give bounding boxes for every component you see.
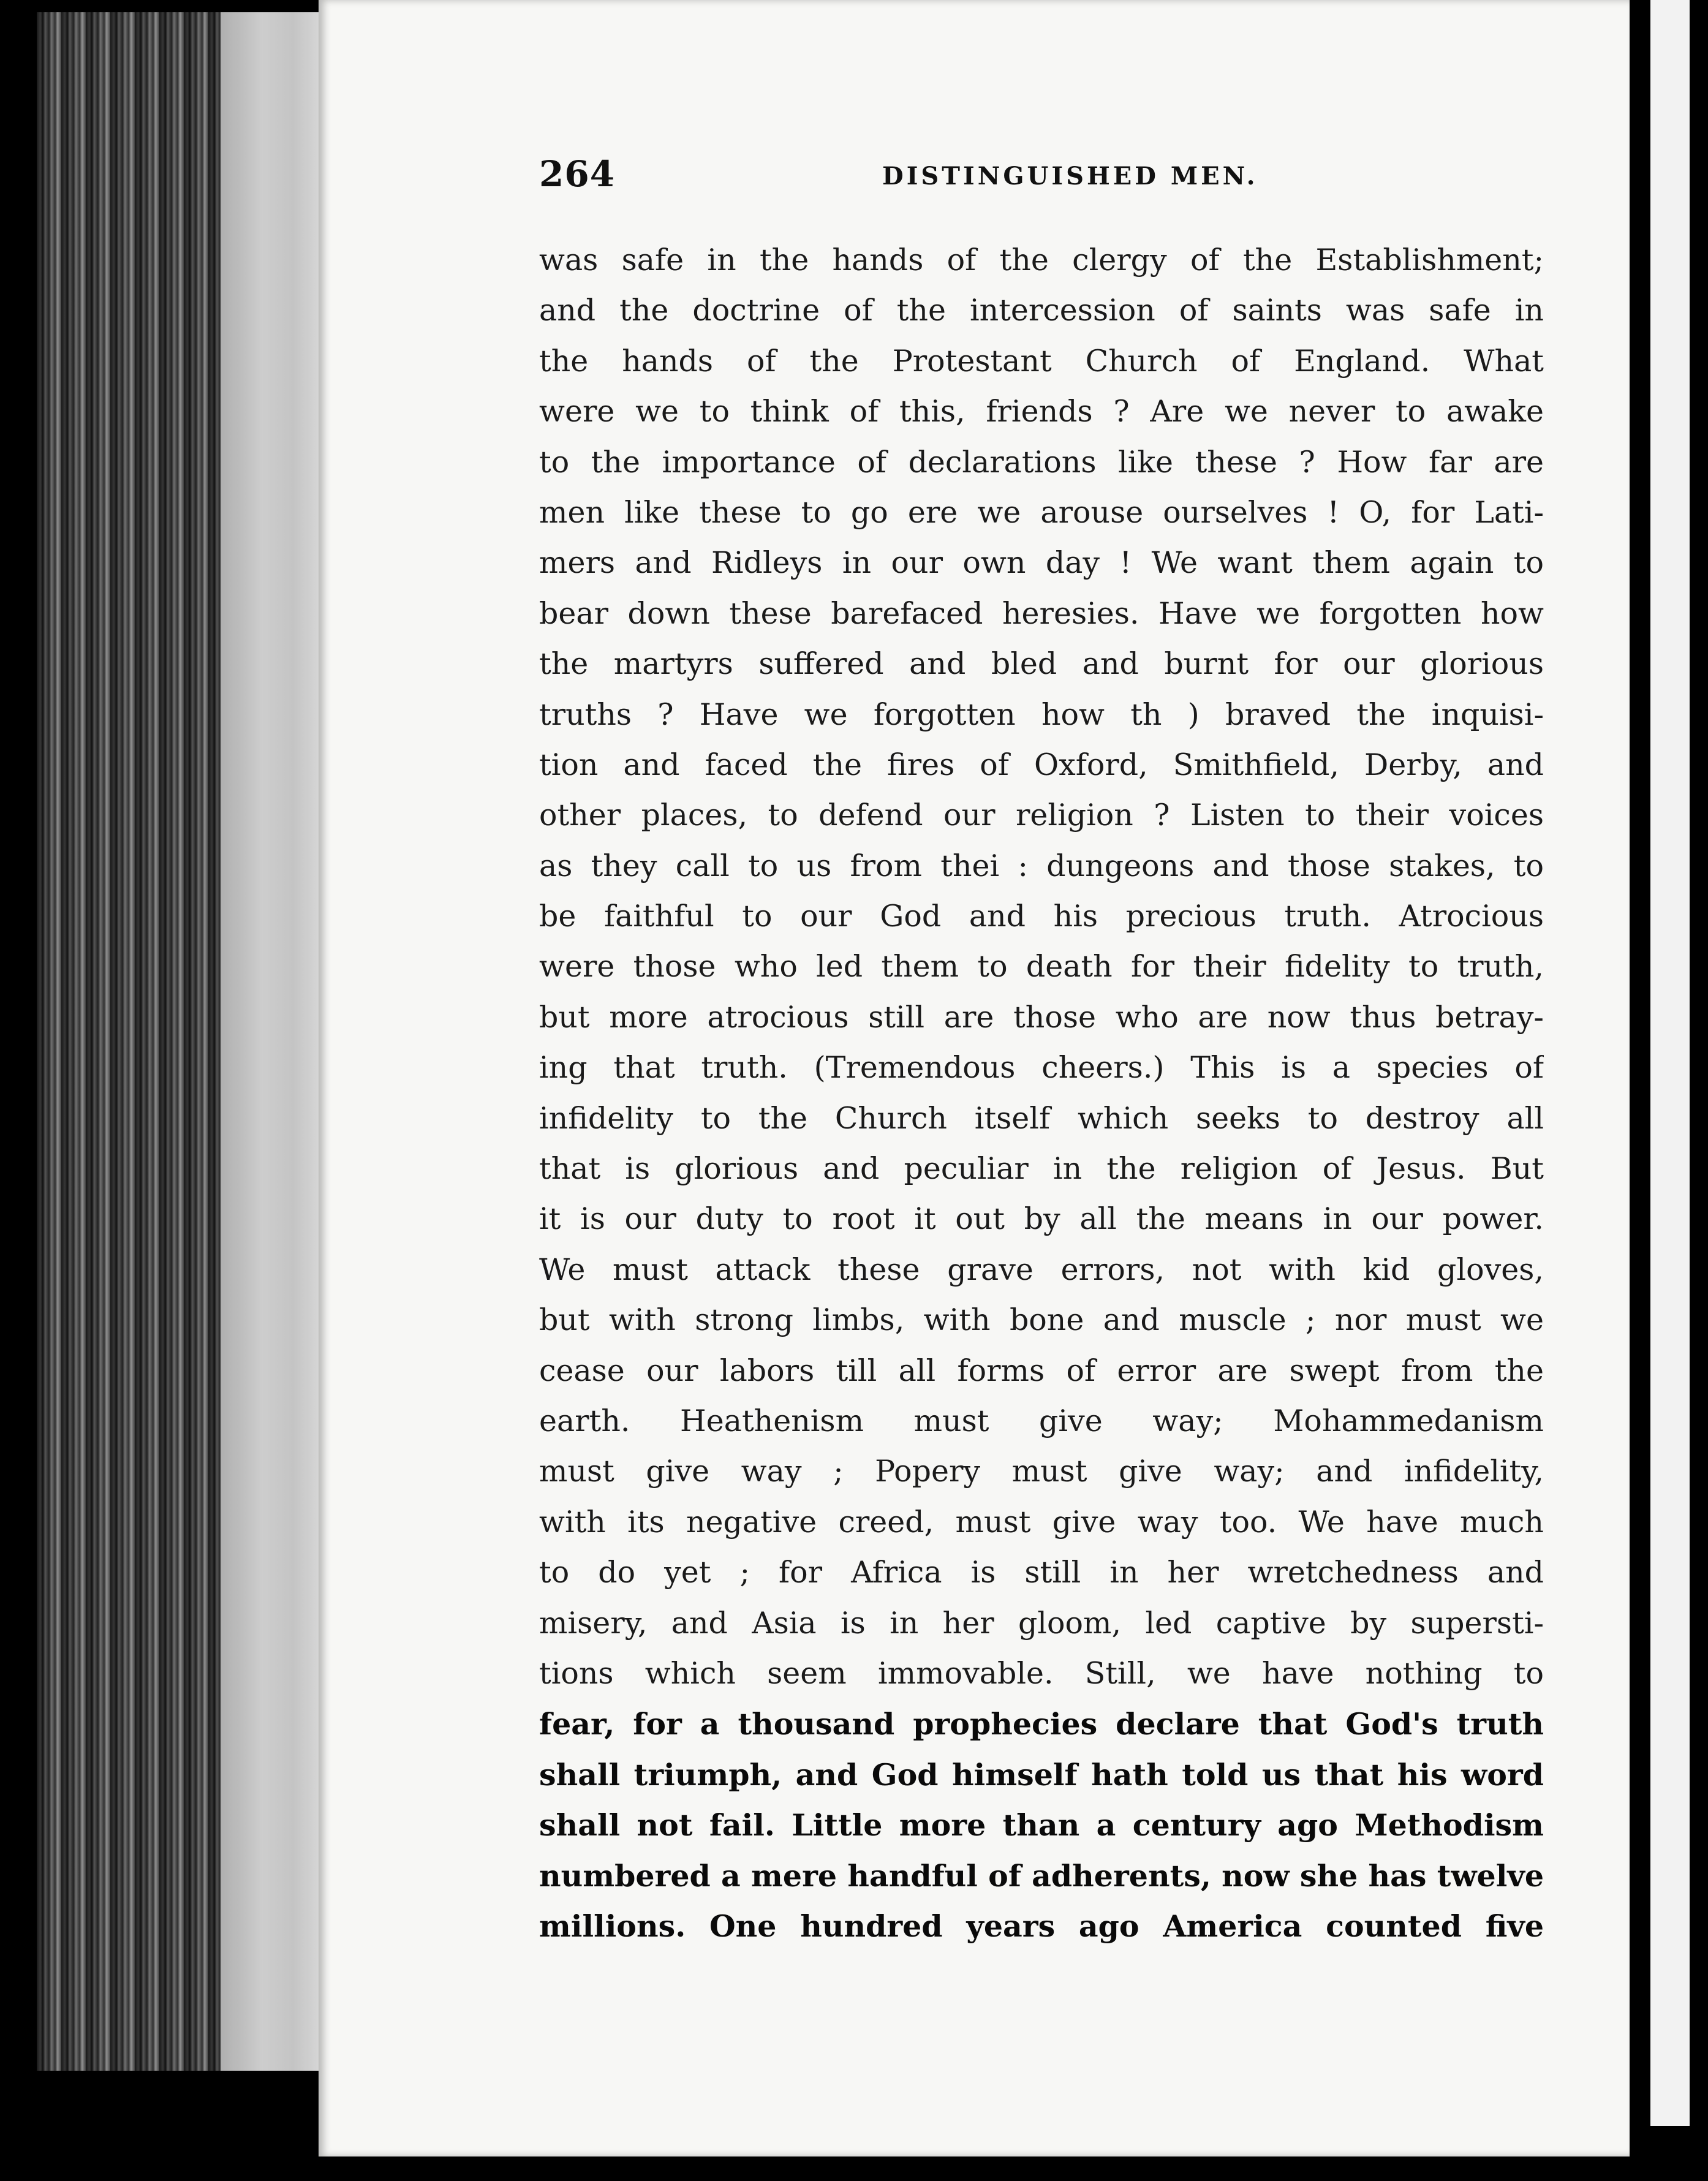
text-line: and the doctrine of the intercession of saints was safe in [539,293,1544,328]
text-line: shall triumph, and God himself hath told us that his word [539,1756,1544,1793]
text-line: millions. One hundred years ago America counted five [539,1908,1544,1944]
text-line: was safe in the hands of the clergy of the Establishment; [539,243,1544,278]
text-line: were we to think of this, friends ? Are we never to awake [539,394,1544,429]
text-line: must give way ; Popery must give way; and infidelity, [539,1454,1544,1489]
text-line: the martyrs suffered and bled and burnt for our glorious [539,646,1544,682]
text-line: as they call to us from thei : dungeons and those stakes, to [539,848,1544,883]
text-line: with its negative creed, must give way too. We have much [539,1504,1544,1540]
text-line: earth. Heathenism must give way; Mohammedanism [539,1403,1544,1438]
text-line: bear down these barefaced heresies. Have we forgotten how [539,595,1544,631]
text-line: fear, for a thousand prophecies declare that God's truth [539,1706,1544,1742]
text-line: ing that truth. (Tremendous cheers.) This is a species of [539,1050,1544,1086]
text-line: the hands of the Protestant Church of England. What [539,343,1544,379]
body-text [539,235,1544,1951]
running-title: DISTINGUISHED MEN. [882,162,1258,191]
text-line: We must attack these grave errors, not with kid gloves, [539,1252,1544,1287]
text-line: misery, and Asia is in her gloom, led captive by supersti- [539,1605,1544,1641]
text-line: to do yet ; for Africa is still in her wretchedness and [539,1555,1544,1590]
text-line: that is glorious and peculiar in the religion of Jesus. But [539,1151,1544,1187]
text-line: but with strong limbs, with bone and muscle ; nor must we [539,1302,1544,1338]
text-line: men like these to go ere we arouse ourselves ! O, for Lati- [539,494,1544,530]
text-line: tions which seem immovable. Still, we have nothing to [539,1655,1544,1691]
text-line: were those who led them to death for their fidelity to truth, [539,949,1544,985]
text-line: truths ? Have we forgotten how th ) braved the inquisi- [539,697,1544,732]
page-number: 264 [539,153,616,195]
text-line: shall not fail. Little more than a century ago Methodism [539,1807,1544,1843]
facing-page-edge [1630,0,1708,2181]
text-line: be faithful to our God and his precious truth. Atrocious [539,899,1544,934]
text-line: other places, to defend our religion ? Listen to their voices [539,798,1544,833]
facing-page-sliver [1650,0,1690,2126]
text-line: to the importance of declarations like these ? How far are [539,444,1544,480]
text-line: numbered a mere handful of adherents, now she has twelve [539,1858,1544,1894]
text-line: infidelity to the Church itself which seeks to destroy all [539,1100,1544,1136]
text-line: cease our labors till all forms of error are swept from the [539,1353,1544,1388]
text-line: mers and Ridleys in our own day ! We want them again to [539,545,1544,581]
text-line: but more atrocious still are those who are now thus betray- [539,999,1544,1035]
text-line: it is our duty to root it out by all the means in our power. [539,1201,1544,1237]
page-edges [37,12,325,2071]
running-head [539,147,1544,214]
text-line: tion and faced the fires of Oxford, Smithfield, Derby, and [539,747,1544,782]
